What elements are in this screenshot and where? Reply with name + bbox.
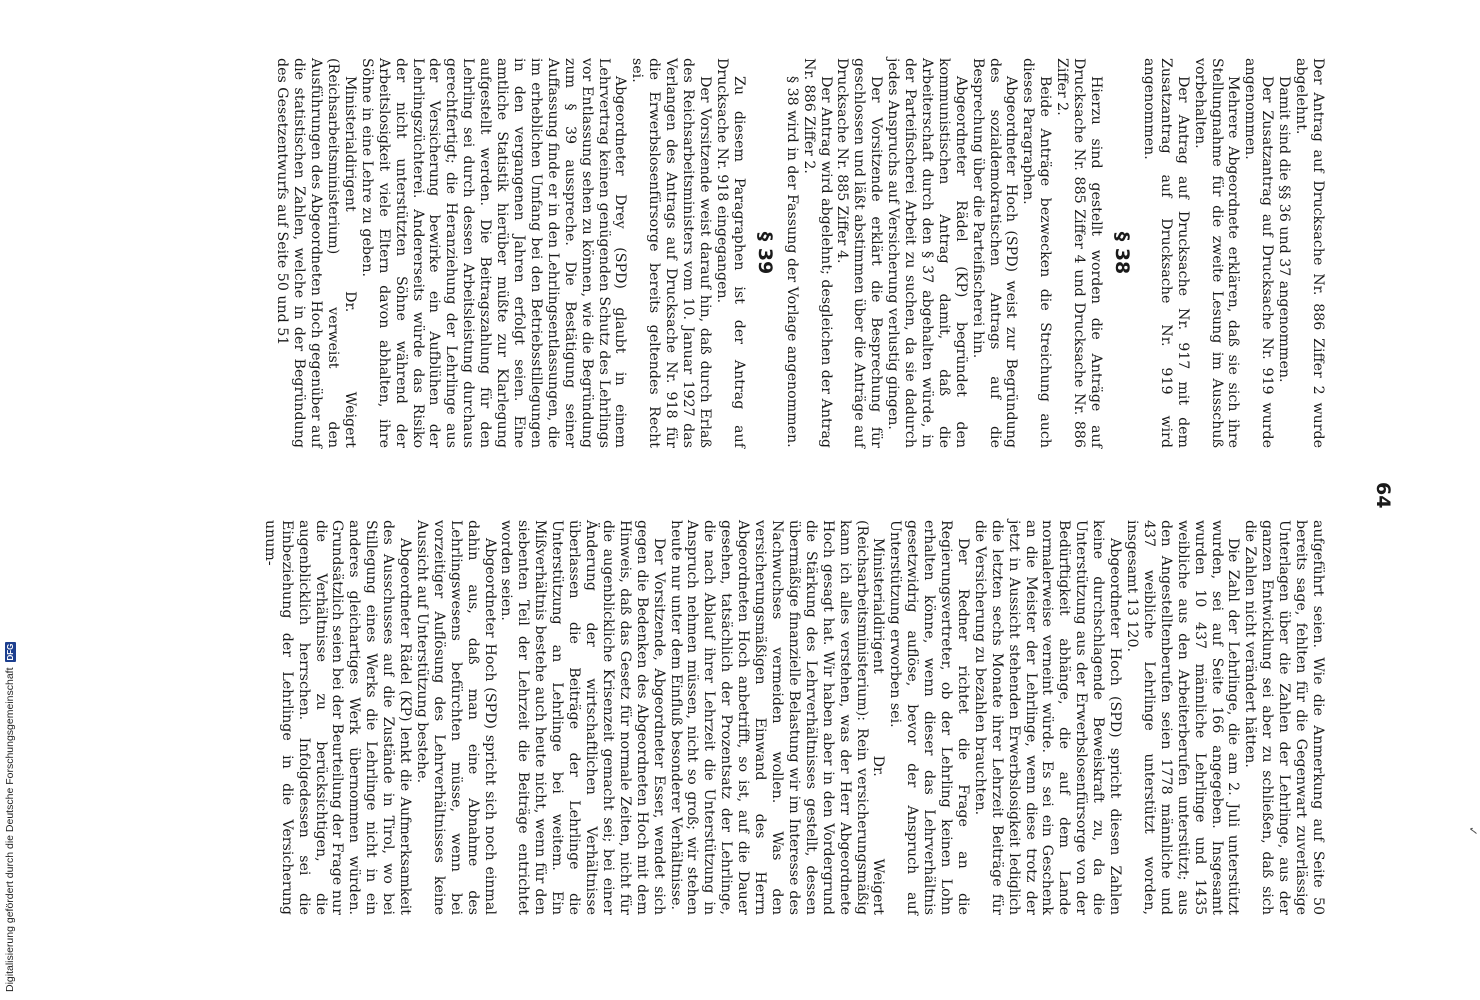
section-heading-38: § 38 bbox=[1111, 231, 1134, 275]
section-heading-39: § 39 bbox=[753, 231, 776, 275]
paragraph: Abgeordneter Rädel (KP) begründet den kommunistischen Antrag damit, daß die Arbeiterschaft durch den § 37 abgehalten würde, in der Parteifischerei Arbeit zu suchen, da sie dadurch jedes Anspruchs auf Versicherung verlustig gingen. bbox=[885, 58, 969, 448]
paragraph: Damit sind die §§ 36 und 37 angenommen. bbox=[1276, 76, 1293, 383]
paragraph: Beide Anträge bezwecken die Streichung auch dieses Paragraphen. bbox=[1020, 58, 1054, 448]
digitization-credit bbox=[3, 2, 17, 992]
paragraph: Abgeordneter Rädel (KP) lenkt die Aufmerksamkeit des Ausschusses auf die Zustände in Tirol, wo bei Stillegung eines Werks die Lehrlinge nicht in ein anderes gleichartiges Werk übernommen würden. Grundsätzlich seien bei der Beurteilung der Frage nur die Verhältnisse zu berücksichtigen, die augenblicklich herrschen. Infolgedessen sei die Einbeziehung der Lehrlinge in die Versicherung unum- bbox=[261, 520, 414, 915]
left-column bbox=[273, 58, 1326, 448]
paragraph: Der Antrag auf Drucksache Nr. 917 mit dem Zusatzantrag auf Drucksache Nr. 919 wird angenommen. bbox=[1140, 58, 1191, 448]
paragraph: Abgeordneter Drey (SPD) glaubt in einem Lehrvertrag keinen genügenden Schutz des Lehrlings vor Entlassung sehen zu können, wie die Begründung zum § 39 ausspreche. Die Bestätigung seiner Auffassung finde er in den Lehrlingsentlassungen, die im erheblichen Umfang bei den Betriebsstillegungen in den vergangenen Jahren erfolgt seien. Eine amtliche Statistik hierüber müßte zur Klarlegung aufgestellt werden. Die Beitragszahlung für den Lehrling sei durch dessen Arbeitsleistung durchaus gerechtfertigt; die Heranziehung der Lehrlinge aus der Versicherung bewirke ein Aufblühen der Lehrlingszüchterei. Andererseits würde das Risiko der nicht unterstützten Söhne während der Arbeitslosigkeit viele Eltern davon abhalten, ihre Söhne in eine Lehre zu geben. bbox=[358, 58, 629, 448]
margin-check-mark: ✓ bbox=[1466, 826, 1480, 837]
paragraph: § 38 wird in der Fassung der Vorlage angenommen. bbox=[783, 76, 800, 448]
paragraph: Abgeordneter Hoch (SPD) spricht sich noch einmal dahin aus, daß man eine Abnahme des Lehrlingswesens befürchten müsse, wenn bei vorzeitiger Auflösung des Lehrverhältnisses keine Aussicht auf Unterstützung bestehe. bbox=[413, 520, 498, 915]
dfg-logo: DFG bbox=[5, 643, 15, 661]
paragraph: aufgeführt seien. Wie die Anmerkung auf Seite 50 bereits sage, fehlten für die Gegenwart zuverlässige Unterlagen über die Zahlen der Lehrlinge, aus der ganzen Entwicklung sei aber zu schließen, daß sich die Zahlen nicht verändert hätten. bbox=[1242, 520, 1326, 915]
paragraph: Abgeordneter Hoch (SPD) weist zur Begründung des sozialdemokratischen Antrags auf die Besprechung über die Parteifischerei hin. bbox=[969, 58, 1020, 448]
right-column bbox=[261, 520, 1326, 915]
paragraph: Der Antrag auf Drucksache Nr. 886 Ziffer 2 wurde abgelehnt. bbox=[1293, 58, 1326, 448]
page-number: 64 bbox=[1372, 482, 1394, 509]
paragraph: Der Zusatzantrag auf Drucksache Nr. 919 wurde angenommen. bbox=[1242, 58, 1276, 448]
paragraph: Der Vorsitzende, Abgeordneter Esser, wendet sich gegen die Bedenken des Abgeordneten Hoch mit dem Hinweis, daß das Gesetz für normale Zeiten, nicht für die augenblickliche Krisenzeit gemacht sei; bei einer Änderung der wirtschaftlichen Verhältnisse überlassen die Beiträge der Lehrlinge die Unterstützung an Lehrlinge bei weitem. Ein Mißverhältnis bestehe auch heute nicht, wenn für den siebenten Teil der Lehrzeit die Beiträge entrichtet worden seien. bbox=[498, 520, 667, 915]
credit-text: Digitalisierung gefördert durch die Deutsche Forschungsgemeinschaft bbox=[4, 667, 16, 992]
paragraph: Der Vorsitzende erklärt die Besprechung für geschlossen und läßt abstimmen über die Anträge auf Drucksache Nr. 885 Ziffer 4. bbox=[834, 58, 885, 448]
paragraph: Ministerialdirigent Dr. Weigert (Reichsarbeitsministerium) verweist den Ausführungen des Abgeordneten Hoch gegenüber auf die statistischen Zahlen, welche in der Begründung des Gesetzentwurfs auf Seite 50 und 51 bbox=[274, 58, 358, 448]
paragraph: Mehrere Abgeordnete erklären, daß sie sich ihre Stellungnahme für die zweite Lesung im Ausschuß vorbehalten. bbox=[1191, 58, 1242, 448]
paragraph: Abgeordneter Hoch (SPD) spricht diesen Zahlen keine durchschlagende Beweiskraft zu, da die Unterstützung aus der Erwerbslosenfürsorge von der Bedürftigkeit abhänge, die auf dem Lande normalerweise verneint würde. Es sei ein Geschenk an die Meister der Lehrlinge, wenn diese trotz der jetzt in Aussicht stehenden Erwerbslosigkeit lediglich die letzten sechs Monate ihrer Lehrzeit Beiträge für die Versicherung zu bezahlen brauchten. bbox=[971, 520, 1124, 915]
paragraph: Zu diesem Paragraphen ist der Antrag auf Drucksache Nr. 918 eingegangen. bbox=[713, 58, 747, 448]
paragraph: Der Antrag wird abgelehnt; desgleichen der Antrag Nr. 886 Ziffer 2. bbox=[800, 58, 834, 448]
paragraph: Der Redner richtet die Frage an die Regierungsvertreter, ob der Lehrling keinen Lohn erhalten könne, wenn dieser das Lehrverhältnis gesetzwidrig auflöse, bevor der Anspruch auf Unterstützung erworben sei. bbox=[887, 520, 971, 915]
paragraph: Ministerialdirigent Dr. Weigert (Reichsarbeitsministerium): Rein versicherungsmäßig kann ich alles verstehen, was der Herr Abgeordnete Hoch gesagt hat. Wir haben aber in den Vordergrund die Stärkung des Lehrverhältnisses gestellt, dessen übermäßige finanzielle Belastung wir im Interesse des Nachwuchses vermeiden wollen. Was den versicherungsmäßigen Einwand des Herrn Abgeordneten Hoch anbetrifft, so ist, auf die Dauer gesehen, tatsächlich der Prozentsatz der Lehrlinge, die nach Ablauf ihrer Lehrzeit die Unterstützung in Anspruch nehmen müssen, nicht so groß; wir stehen heute nur unter dem Einfluß besonderer Verhältnisse. bbox=[667, 520, 887, 915]
paragraph: Die Zahl der Lehrlinge, die am 2. Juli unterstützt wurden, sei auf Seite 166 angegeben. Insgesamt wurden 10 437 männliche Lehrlinge und 1435 weibliche aus den Arbeiterberufen unterstützt; aus den Angestelltenberufen seien 1778 männliche und 437 weibliche Lehrlinge unterstützt worden, insgesamt 13 120. bbox=[1124, 520, 1242, 915]
paragraph: Hierzu sind gestellt worden die Anträge auf Drucksache Nr. 885 Ziffer 4 und Drucksache Nr. 886 Ziffer 2. bbox=[1054, 58, 1105, 448]
paragraph: Der Vorsitzende weist darauf hin, daß durch Erlaß des Reichsarbeitsministers vom 10. Januar 1927 das Verlangen des Antrags auf Drucksache Nr. 918 für die Erwerbslosenfürsorge bereits geltendes Recht sei. bbox=[629, 58, 713, 448]
